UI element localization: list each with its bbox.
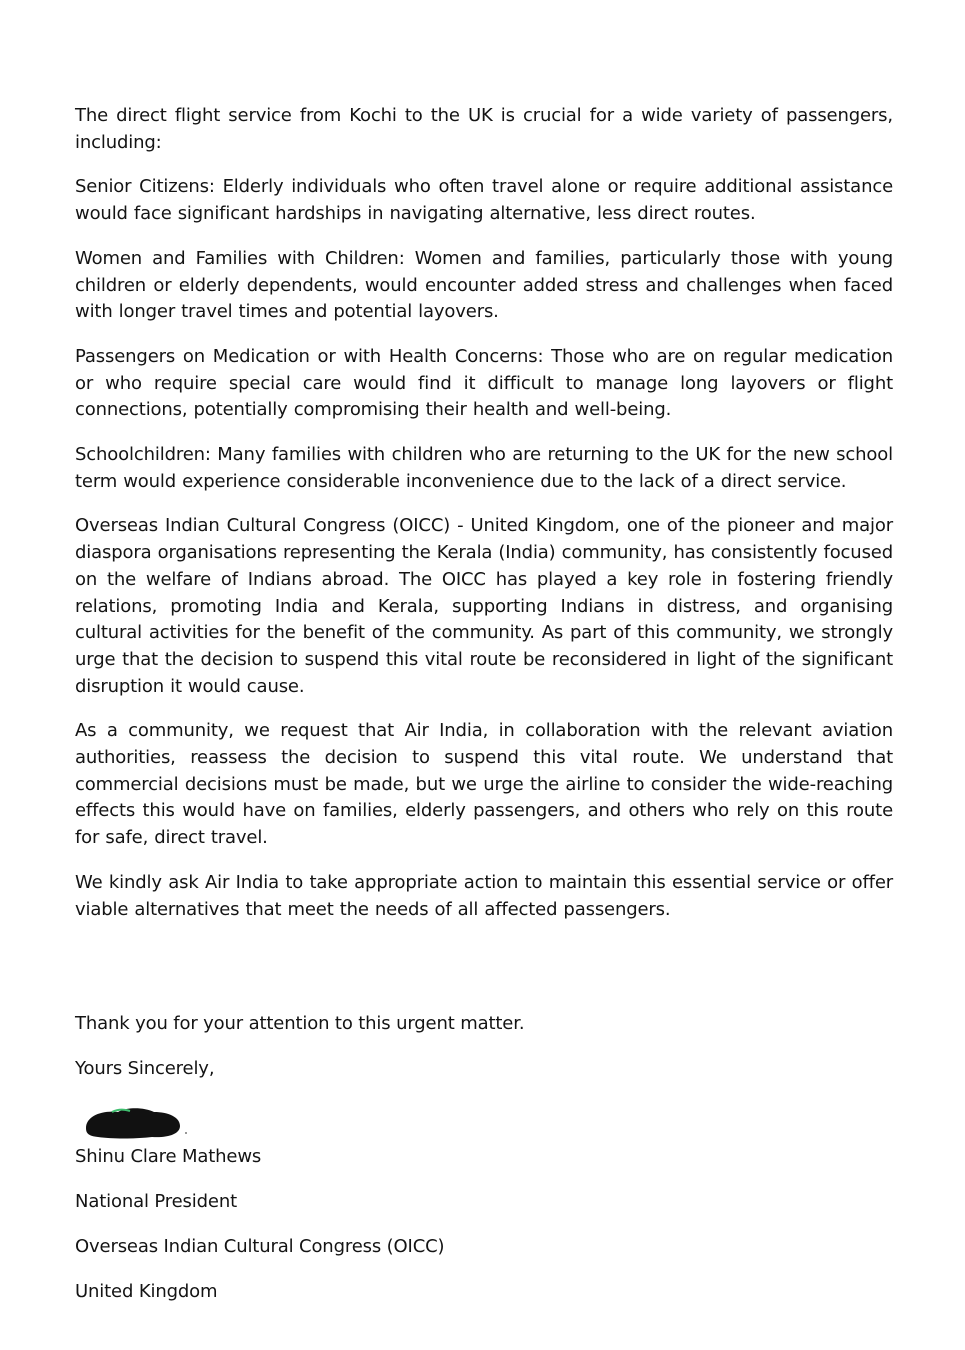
signatory-title: National President: [75, 1191, 237, 1212]
paragraph-ask: We kindly ask Air India to take appropriate action to maintain this essential service or offer viable alternatives that meet the needs of all affected passengers.: [75, 871, 893, 920]
paragraph-intro: The direct flight service from Kochi to the UK is crucial for a wide variety of passengers, including:: [75, 105, 893, 153]
letter-closing: [75, 1011, 893, 1082]
letter-body: [75, 103, 893, 941]
sign-off: Yours Sincerely,: [75, 1057, 215, 1079]
paragraph-senior-citizens: Senior Citizens: Elderly individuals who often travel alone or require additional assistance would face significant hardships in navigating alternative, less direct routes.: [75, 176, 893, 225]
paragraph-request: As a community, we request that Air India, in collaboration with the relevant aviation authorities, reassess the decision to suspend this vital route. We understand that commercial decisions must be made, but we urge the airline to consider the wide-reaching effects this would have on families, elderly passengers, and others who rely on this route for safe, direct travel.: [75, 720, 893, 849]
thanks-line: Thank you for your attention to this urgent matter.: [75, 1013, 525, 1034]
paragraph-schoolchildren: Schoolchildren: Many families with children who are returning to the UK for the new school term would experience considerable inconvenience due to the lack of a direct service.: [75, 444, 893, 492]
paragraph-women-families: Women and Families with Children: Women and families, particularly those with young children or elderly dependents, would encounter added stress and challenges when faced with longer travel times and potential layovers.: [75, 247, 893, 323]
signature-ink: [86, 1108, 180, 1138]
signatory-name: Shinu Clare Mathews: [75, 1146, 262, 1167]
paragraph-medication: Passengers on Medication or with Health Concerns: Those who are on regular medication or who require special care would find it difficult to manage long layovers or flight connections, potentially compromising their health and well-being.: [75, 345, 893, 421]
redacted-signature: [82, 1104, 188, 1140]
signatory-organisation: Overseas Indian Cultural Congress (OICC): [75, 1236, 445, 1257]
paragraph-oicc: Overseas Indian Cultural Congress (OICC) - United Kingdom, one of the pioneer and major diaspora organisations representing the Kerala (India) community, has consistently focused on the welfare of Indians abroad. The OICC has played a key role in fostering friendly relations, promoting India and Kerala, supporting Indians in distress, and organising cultural activities for the benefit of the community. As part of this community, we strongly urge that the decision to suspend this vital route be reconsidered in light of the significant disruption it would cause.: [75, 515, 893, 697]
signatory-country: United Kingdom: [75, 1281, 218, 1302]
signature-dot: [185, 1132, 187, 1134]
